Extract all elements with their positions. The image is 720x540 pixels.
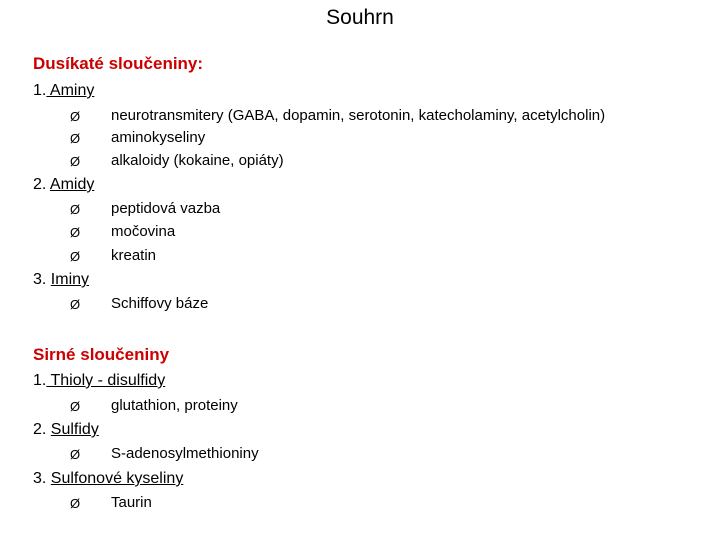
bullet-icon: Ø — [70, 447, 81, 462]
list-item: peptidová vazba — [111, 200, 221, 217]
group-name: Thioly - disulfidy — [46, 372, 166, 389]
bullet-icon: Ø — [70, 399, 81, 414]
group-heading-thioly — [33, 372, 165, 390]
slide-title: Souhrn — [326, 6, 394, 29]
group-number: 2. — [33, 421, 47, 438]
group-number: 3. — [33, 271, 47, 288]
group-name: Sulfidy — [50, 421, 99, 438]
group-heading-amidy — [33, 176, 94, 194]
group-number: 1. — [33, 372, 47, 389]
section-heading-sulfur: Sirné sloučeniny — [33, 345, 170, 364]
bullet-icon: Ø — [70, 297, 81, 312]
group-heading-aminy — [33, 82, 94, 100]
list-item: glutathion, proteiny — [111, 397, 238, 414]
group-name: Amidy — [49, 176, 95, 193]
group-heading-sulfonove — [33, 470, 183, 488]
bullet-icon: Ø — [70, 249, 81, 264]
list-item: alkaloidy (kokaine, opiáty) — [111, 152, 284, 169]
bullet-icon: Ø — [70, 225, 81, 240]
section-heading-nitrogen: Dusíkaté sloučeniny: — [33, 54, 204, 73]
list-item: aminokyseliny — [111, 129, 206, 146]
group-name: Sulfonové kyseliny — [50, 470, 184, 487]
group-number: 2. — [33, 176, 47, 193]
list-item: kreatin — [111, 247, 157, 264]
list-item: Taurin — [111, 494, 152, 511]
group-heading-sulfidy — [33, 421, 99, 439]
bullet-icon: Ø — [70, 109, 81, 124]
group-number: 3. — [33, 470, 47, 487]
list-item: neurotransmitery (GABA, dopamin, serotonin, katecholaminy, acetylcholin) — [111, 107, 606, 124]
bullet-icon: Ø — [70, 496, 81, 511]
group-name: Aminy — [46, 82, 95, 99]
list-item: S-adenosylmethioniny — [111, 445, 259, 462]
bullet-icon: Ø — [70, 202, 81, 217]
list-item: Schiffovy báze — [111, 295, 209, 312]
bullet-icon: Ø — [70, 131, 81, 146]
group-number: 1. — [33, 82, 47, 99]
group-name: Iminy — [50, 271, 90, 288]
list-item: močovina — [111, 223, 176, 240]
group-heading-iminy — [33, 271, 89, 289]
bullet-icon: Ø — [70, 154, 81, 169]
